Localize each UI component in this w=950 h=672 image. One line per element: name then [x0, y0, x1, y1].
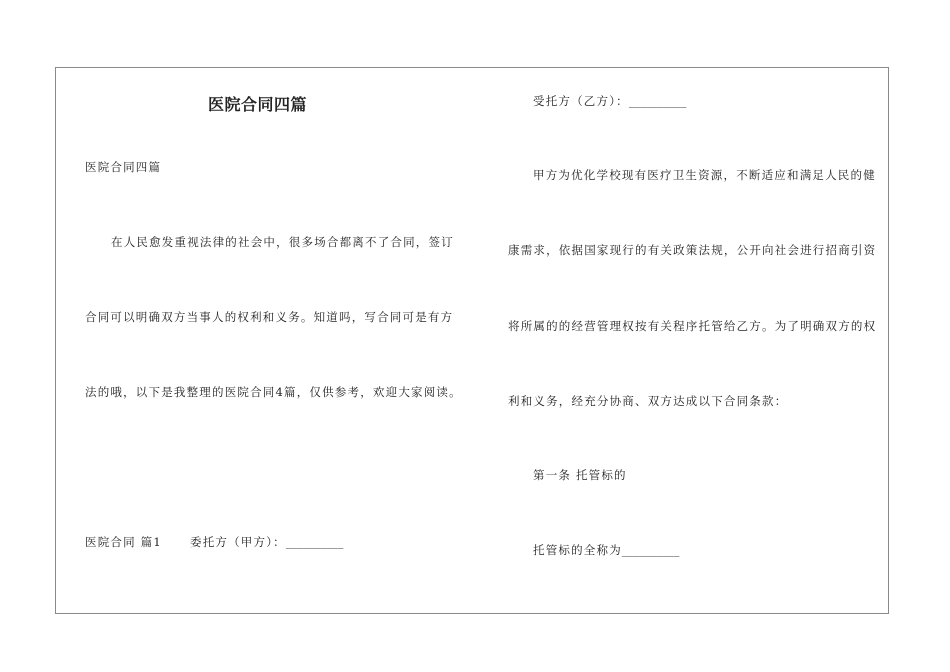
party-b-blank: __________	[628, 94, 687, 108]
document-page	[55, 67, 889, 614]
left-subtitle: 医院合同四篇	[85, 160, 162, 174]
article-1-detail	[533, 543, 679, 557]
section-heading	[85, 535, 162, 549]
document-title: 医院合同四篇	[208, 95, 308, 114]
body-line-2: 康需求，依据国家现行的有关政策法规，公开向社会进行招商引资	[508, 243, 877, 257]
body-line-3: 将所属的的经营管理权按有关程序托管给乙方。为了明确双方的权	[508, 319, 877, 333]
body-line-4: 利和义务，经充分协商、双方达成以下合同条款：	[508, 394, 788, 408]
party-b-label: 受托方（乙方）：	[533, 94, 629, 108]
party-a-label: 委托方（甲方）：	[190, 535, 286, 549]
intro-line-1: 在人民愈发重视法律的社会中，很多场合都离不了合同，签订	[111, 235, 454, 249]
article-1-detail-blank: __________	[621, 543, 680, 557]
article-1-detail-label: 托管标的全称为	[533, 543, 622, 557]
body-line-1: 甲方为优化学校现有医疗卫生资源，不断适应和满足人民的健	[533, 168, 876, 182]
party-a-line	[190, 535, 343, 549]
party-a-blank: __________	[285, 535, 344, 549]
section-heading-label: 医院合同 篇1	[85, 535, 162, 549]
intro-line-3: 法的哦，以下是我整理的医院合同4篇，仅供参考，欢迎大家阅读。	[85, 385, 462, 399]
intro-line-2: 合同可以明确双方当事人的权利和义务。知道吗，写合同可是有方	[85, 310, 454, 324]
party-b-line	[533, 94, 686, 108]
article-1-heading: 第一条 托管标的	[533, 468, 627, 482]
